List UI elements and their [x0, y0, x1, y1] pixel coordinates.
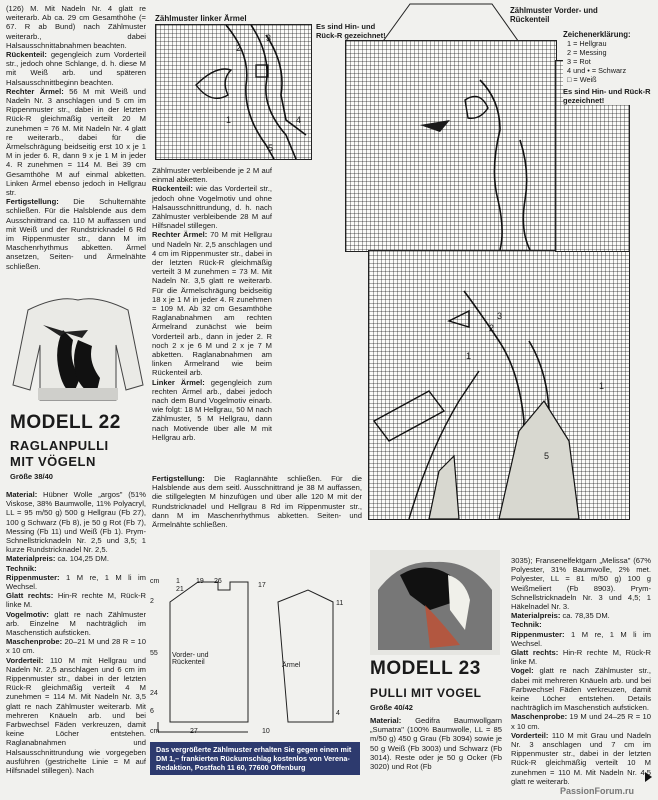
model-23-photo — [370, 550, 500, 655]
model-23-subtitle: PULLI MIT VOGEL — [370, 686, 482, 700]
middle-column-text — [152, 166, 272, 442]
paragraph-technik: Technik: — [6, 563, 37, 573]
paragraph-right-glatt: Glatt rechts: Hin-R rechte M, Rück-R linke M. — [511, 648, 652, 667]
left-column-text-bottom — [6, 490, 146, 775]
model-22-subtitle-2: MIT VÖGELN — [10, 454, 96, 469]
schematic-dim-11: 11 — [336, 600, 344, 607]
paragraph-mid-intro: Zählmuster verbleibende je 2 M auf einmal abketten. — [152, 166, 272, 185]
model-22-photo — [8, 290, 148, 405]
chart-right-num-2: 2 — [489, 323, 495, 333]
chart-right-bird-head — [380, 40, 560, 250]
schematic-dim-cm-top: cm — [150, 578, 160, 585]
paragraph-right-vogel: Vogel: glatt re nach Zählmuster str., dabei mit mehreren Knäueln arb. und bei Farbwechsel Fäden verkreuzen, damit keine Löcher entstehen. Details nachträglich im Maschenstich aufsticken. — [511, 666, 651, 713]
info-box: Das vergrößerte Zählmuster erhalten Sie gegen einen mit DM 1,– frankierten Rückumschlag kostenlos von Verena-Redaktion, Postfach 11 60, 77600 Offenburg — [150, 742, 360, 775]
schematic-dim-10: 10 — [262, 728, 270, 735]
chart-right-note: Es sind Hin- und Rück-R gezeichnet! — [563, 87, 651, 105]
schematic-dim-2: 2 — [150, 598, 154, 605]
schematic-dim-19: 19 — [196, 578, 204, 585]
paragraph-fertigstellung: Fertigstellung: Die Schulternähte schließen. Für die Halsblende aus dem Ausschnittrand ca. 110 M auffassen und mit Weiß und der Rundstricknadel 6 Rd im Rippenmuster str., dann M im Maschenrhythmus abketten. Ärmel ansetzen, Seiten- und Ärmelnähte schließen. — [6, 197, 146, 271]
model-22-size: Größe 38/40 — [10, 472, 53, 481]
legend-item-4: 4 und • = Schwarz — [567, 66, 627, 75]
paragraph-right-technik: Technik: — [511, 620, 542, 630]
chart-left-note: Es sind Hin- und Rück-R gezeichnet! — [316, 22, 386, 40]
right-column-text — [511, 556, 651, 786]
paragraph-glatt: Glatt rechts: Hin-R rechte M, Rück-R linke M. — [6, 591, 147, 610]
legend-title: Zeichenerklärung: — [563, 30, 631, 39]
legend-item-2: 2 = Messing — [567, 48, 607, 57]
paragraph-mid-rechter-aermel: Rechter Ärmel: 70 M mit Hellgrau und Nadeln Nr. 2,5 anschlagen und 4 cm im Rippenmuster str., dabei in der letzten Rück-R gleichmäßig verteilt 3 M zunehmen = 73 M. Mit Nadeln Nr. 3,5 glatt re weiterarb. Für die Ärmelschrägung beidseitig 18 x je 1 M in jeder 4. R zunehmen = 109 M. Ab 32 cm Gesamthöhe Raglanabnahmen am rechten Ärmelrand zunächst wie beim Vorderteil arb., dann in jeder 2. R noch 2 x je 6 M und 2 x je 7 M abketten. Raglanabnahmen am linken Ärmelrand wie beim Rückenteil arb. — [152, 230, 272, 378]
schematic-dim-21: 21 — [176, 586, 184, 593]
chart-right-num-1a: 1 — [466, 351, 472, 361]
chart-right-body-grid — [368, 250, 630, 520]
middle-column-fertigstellung — [152, 474, 362, 529]
left-column-text-top — [6, 4, 146, 271]
paragraph-mid-rueckenteil: Rückenteil: wie das Vorderteil str., jedoch ohne Vogelmotiv und ohne Halsausschnittrundung, d. h. nach Zählmuster verbleibende 28 M auf Hilfsnadel stillegen. — [152, 184, 272, 231]
paragraph-maschenprobe: Maschenprobe: 20–21 M und 28 R = 10 x 10 cm. — [6, 637, 146, 656]
paragraph-right-intro: 3035); Fransenelfektgarn „Melissa" (67% Polyester, 31% Baumwolle, 2% met. Polyester, LL = 81 m/50 g) 100 g Weißmeliert (Fb 8903). Prym-Schnellstricknadeln Nr. 3 und 4,5; 1 Häkelnadel Nr. 3. — [511, 556, 651, 612]
chart-right-num-1b: 1 — [599, 381, 605, 391]
model-23-size: Größe 40/42 — [370, 703, 413, 712]
schematic-dim-27: 27 — [190, 728, 198, 735]
schematic-label-vorderteil: Vorder- und Rückenteil — [172, 652, 209, 666]
model-22-title: MODELL 22 — [10, 412, 121, 433]
paragraph-rechter-aermel: Rechter Ärmel: 56 M mit Weiß und Nadeln Nr. 3 anschlagen und 5 cm im Rippenmuster str., dabei in der letzten Rück-R gleichmäßig verteilt 20 M zunehmen = 76 M. Mit Nadeln Nr. 4 glatt re weiterarb., dabei für die Ärmelschrägung beidseitig erst 10 x je 1 M in jeder 6. R, dann 9 x je 1 M in jeder 4. R zunehmen = 114 M. Bei 39 cm Gesamthöhe M auf einmal abketten. Linken Ärmel ebenso jedoch in Hellgrau str. — [6, 86, 146, 198]
chart-left-num-4: 4 — [296, 115, 302, 125]
model-23-title: MODELL 23 — [370, 658, 481, 679]
chart-left-sleeve-grid — [155, 24, 312, 160]
schematic-dim-1: 1 — [176, 578, 180, 585]
chart-left-num-5: 5 — [268, 143, 274, 153]
schematic-dim-6: 6 — [150, 708, 154, 715]
schematic-dim-4: 4 — [336, 710, 340, 717]
chart-left-num-1: 1 — [226, 115, 232, 125]
chart-left-num-3: 3 — [266, 33, 272, 43]
chart-right-motif — [369, 251, 629, 519]
paragraph-mid-linker-aermel: Linker Ärmel: gegengleich zum rechten Ärmel arb., dabei jedoch nach dem Bund Vogelmotiv einarb. wie folgt: 18 M Hellgrau, 50 M nach Zählmuster, 5 M Hellgrau, dann nach Motivende über alle M mit Hellgrau arb. — [152, 377, 272, 442]
paragraph-vogelmotiv: Vogelmotiv: glatt re nach Zählmuster arb. Einzelne M nachträglich im Maschenstich aufsticken. — [6, 609, 146, 638]
paragraph-right-probe: Maschenprobe: 19 M und 24–25 R = 10 x 10 cm. — [511, 712, 651, 731]
chart-left-num-2: 2 — [236, 43, 242, 53]
legend-item-5: □ = Weiß — [567, 75, 597, 84]
chart-right-title: Zählmuster Vorder- und Rückenteil — [510, 6, 598, 24]
paragraph-materialpreis: Materialpreis: ca. 104,25 DM. — [6, 554, 109, 564]
paragraph-rueckenteil: Rückenteil: gegengleich zum Vorderteil str., jedoch ohne Schlange, d. h. diese M mit Weiß arb. und späteren Halsausschnittbeginn beachten. — [6, 50, 146, 87]
paragraph-right-preis: Materialpreis: ca. 78,35 DM. — [511, 611, 610, 621]
paragraph-right-vorderteil: Vorderteil: 110 M mit Grau und Nadeln Nr. 3 anschlagen und 7 cm im Rippenmuster str., dabei in der letzten Rück-R gleichmäßig verteilt 10 M zunehmen = 110 M. Mit Nadeln Nr. 4,5 glatt re weiterarb. — [511, 730, 651, 786]
model-23-material-text — [370, 716, 502, 771]
model-22-subtitle-1: RAGLANPULLI — [10, 438, 109, 453]
paragraph-intro: (126) M. Mit Nadeln Nr. 4 glatt re weiterarb. Ab ca. 29 cm Gesamthöhe (= 67. R ab Bund) nach Zählmuster weiterarb., dabei Halsausschnittabnahmen beachten. — [6, 4, 146, 50]
paragraph-material: Material: Hübner Wolle „argos" (51% Viskose, 38% Baumwolle, 11% Polyacryl, LL = 95 m/50 g) 500 g Hellgrau (Fb 27), 100 g Schwarz (Fb 8), je 50 g Rot (Fb 7), Messing (Fb 11) und Weiß (Fb 1). Prym-Schnellstricknadeln Nr. 2,5 und 3,5; 1 kurze Rundstricknadel Nr. 2,5. — [6, 490, 146, 555]
paragraph-mid-fertigstellung: Fertigstellung: Die Raglannähte schließen. Für die Halsblende aus dem seitl. Ausschnittrand je 38 M auffassen, die stillgelegten M hinzufügen und über alle 120 M mit der Rundstricknadel und Hellgrau 8 Rd im Rippenmuster str., dann M im Maschenrhythmus abketten. Seiten- und Ärmelnähte schließen. — [152, 474, 362, 530]
schematic-dim-24: 24 — [150, 690, 158, 697]
paragraph-23-material: Material: Gedifra Baumwollgarn „Sumatra" (100% Baumwolle, LL = 85 m/50 g) 450 g Grau (Fb 3094) sowie je 50 g Weiß (Fb 3003) und Schwarz (Fb 3014). Reste oder je 50 g Ocker (Fb 3020) und Rot (Fb — [370, 716, 502, 772]
chart-left-motif — [156, 25, 311, 159]
schematic-dim-26: 26 — [214, 578, 222, 585]
paragraph-rippenmuster: Rippenmuster: 1 M re, 1 M li im Wechsel. — [6, 572, 146, 592]
schematic-dim-cm-bottom: cm — [150, 728, 160, 735]
chart-left-title: Zählmuster linker Ärmel — [155, 14, 247, 23]
continue-arrow-icon — [645, 772, 652, 782]
legend-item-1: 1 = Hellgrau — [567, 39, 607, 48]
watermark: PassionForum.ru — [560, 786, 635, 796]
legend-item-3: 3 = Rot — [567, 57, 591, 66]
schematic-label-aermel: Ärmel — [282, 662, 301, 669]
chart-legend — [563, 30, 655, 105]
chart-right-num-3: 3 — [497, 311, 503, 321]
paragraph-right-rippen: Rippenmuster: 1 M re, 1 M li im Wechsel. — [511, 629, 651, 648]
chart-right-num-5: 5 — [544, 451, 550, 461]
schematic-dim-55: 55 — [150, 650, 158, 657]
schematic-dim-17: 17 — [258, 582, 266, 589]
paragraph-vorderteil: Vorderteil: 110 M mit Hellgrau und Nadeln Nr. 2,5 anschlagen und 6 cm im Rippenmuster str., dabei in der letzten Rück-R gleichmäßig verteilt 4 M zunehmen = 114 M. Mit Nadeln Nr. 3,5 glatt re nach Zählmuster weiterarb. Mit mehreren Knäueln arb. und bei Farbwechsel Fäden verkreuzen, damit keine Löcher entstehen. Raglanabnahmen und Halsausschnittrundung wie vorgegeben ausführen (gestrichelte Linie = M auf Hilfsnadel stillegen). Nach — [6, 655, 146, 776]
